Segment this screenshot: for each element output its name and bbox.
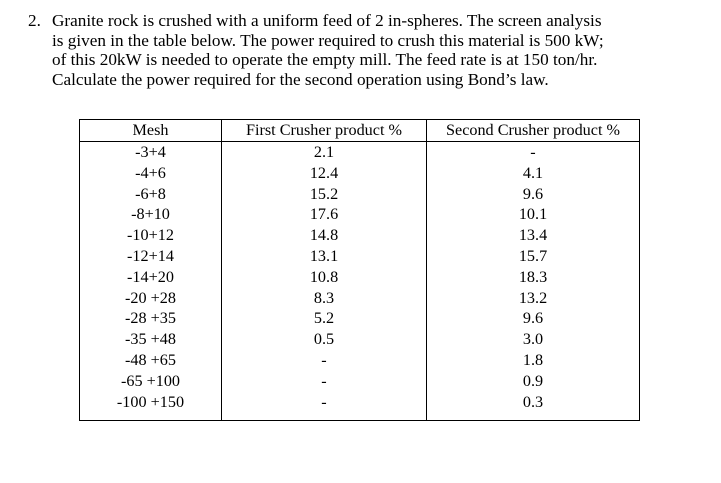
problem-line: Calculate the power required for the second operation using Bond’s law. [52,69,549,89]
cell-second: 0.3 [427,392,640,421]
problem-line: of this 20kW is needed to operate the empty mill. The feed rate is at 150 ton/hr. [52,50,598,69]
table-row [80,371,640,392]
cell-mesh: -3+4 [80,142,222,163]
table-row [80,204,640,225]
cell-mesh: -6+8 [80,184,222,205]
cell-first: - [222,350,427,371]
cell-second: 18.3 [427,267,640,288]
cell-first: 2.1 [222,142,427,163]
header-mesh: Mesh [80,120,222,142]
cell-second: 9.6 [427,308,640,329]
cell-first: 8.3 [222,288,427,309]
cell-first: - [222,392,427,421]
cell-first: 13.1 [222,246,427,267]
cell-mesh: -20 +28 [80,288,222,309]
cell-second: 13.4 [427,225,640,246]
cell-second: - [427,142,640,163]
screen-analysis-table-wrapper [79,119,640,421]
table-row [80,308,640,329]
cell-mesh: -14+20 [80,267,222,288]
cell-mesh: -12+14 [80,246,222,267]
table-row [80,246,640,267]
problem-text [52,11,712,89]
cell-mesh: -8+10 [80,204,222,225]
cell-first: 15.2 [222,184,427,205]
problem-number: 2. [28,11,41,30]
cell-first: 5.2 [222,308,427,329]
cell-mesh: -10+12 [80,225,222,246]
cell-second: 1.8 [427,350,640,371]
cell-second: 4.1 [427,163,640,184]
table-row [80,288,640,309]
cell-mesh: -28 +35 [80,308,222,329]
cell-second: 13.2 [427,288,640,309]
cell-mesh: -35 +48 [80,329,222,350]
cell-first: 0.5 [222,329,427,350]
cell-second: 15.7 [427,246,640,267]
problem-line: Granite rock is crushed with a uniform feed of 2 in-spheres. The screen analysis [52,11,602,30]
cell-first: - [222,371,427,392]
header-first-crusher: First Crusher product % [222,120,427,142]
table-header-row [80,120,640,142]
cell-second: 0.9 [427,371,640,392]
header-second-crusher: Second Crusher product % [427,120,640,142]
table-row [80,142,640,163]
table-row [80,350,640,371]
table-row [80,329,640,350]
cell-first: 14.8 [222,225,427,246]
table-row [80,163,640,184]
cell-first: 12.4 [222,163,427,184]
cell-mesh: -100 +150 [80,392,222,421]
table-row [80,184,640,205]
cell-mesh: -4+6 [80,163,222,184]
table-row [80,225,640,246]
cell-second: 10.1 [427,204,640,225]
cell-second: 3.0 [427,329,640,350]
cell-second: 9.6 [427,184,640,205]
cell-mesh: -48 +65 [80,350,222,371]
problem-line: is given in the table below. The power required to crush this material is 500 kW; [52,30,604,50]
screen-analysis-table [79,119,640,421]
cell-first: 10.8 [222,267,427,288]
table-row [80,267,640,288]
table-row [80,392,640,421]
cell-first: 17.6 [222,204,427,225]
cell-mesh: -65 +100 [80,371,222,392]
